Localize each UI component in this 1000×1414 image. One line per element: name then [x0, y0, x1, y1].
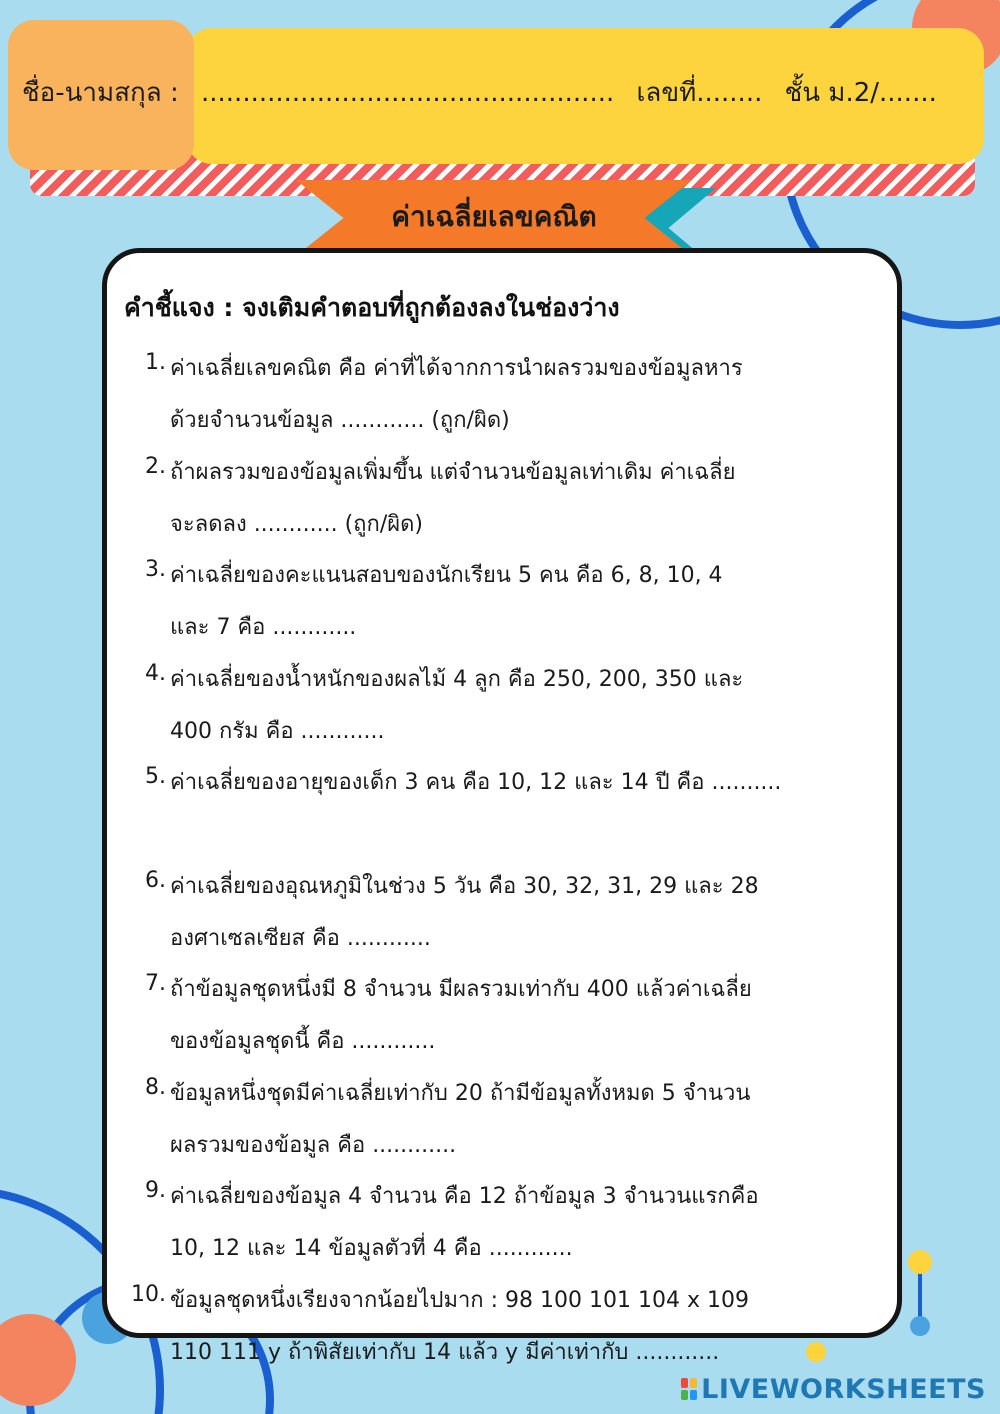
liveworksheets-logo — [681, 1372, 986, 1406]
question-text[interactable]: ค่าเฉลี่ยของอุณหภูมิในช่วง 5 วัน คือ 30, 32, 31, 29 และ 28 — [170, 873, 759, 899]
question-number: 3. — [145, 557, 166, 582]
question-number: 5. — [145, 764, 166, 789]
question-number: 6. — [145, 867, 166, 893]
question-text[interactable]: ข้อมูลหนึ่งชุดมีค่าเฉลี่ยเท่ากับ 20 ถ้ามีข้อมูลทั้งหมด 5 จำนวน — [170, 1080, 751, 1106]
instruction: คำชี้แจง : จงเติมคำตอบที่ถูกต้องลงในช่องว่าง — [124, 293, 620, 322]
decor-stick-bottom — [910, 1316, 930, 1336]
question-text-continued[interactable]: ของข้อมูลชุดนี้ คือ ............ — [170, 1029, 436, 1054]
question-text-continued[interactable]: และ 7 คือ ............ — [170, 615, 357, 640]
question-text[interactable]: ค่าเฉลี่ยของคะแนนสอบของนักเรียน 5 คน คือ 6, 8, 10, 4 — [170, 563, 723, 588]
question-number: 4. — [145, 660, 166, 686]
decor-dot-bottom-left — [0, 1314, 76, 1406]
question-text[interactable]: ข้อมูลชุดหนึ่งเรียงจากน้อยไปมาก : 98 100 101 104 x 109 — [170, 1287, 749, 1313]
question-text-continued[interactable]: จะลดลง ............ (ถูก/ผิด) — [170, 511, 423, 537]
question-text[interactable]: ค่าเฉลี่ยของอายุของเด็ก 3 คน คือ 10, 12 และ 14 ปี คือ .......... — [170, 770, 782, 795]
logo-mark-icon — [681, 1378, 697, 1400]
question-number: 9. — [145, 1178, 166, 1203]
name-blank[interactable]: .................................................. — [201, 78, 615, 108]
question-number: 10. — [131, 1281, 166, 1307]
question-number: 8. — [145, 1074, 166, 1100]
question-text[interactable]: ค่าเฉลี่ยเลขคณิต คือ ค่าที่ได้จากการนำผลรวมของข้อมูลหาร — [170, 356, 743, 381]
question-number: 7. — [145, 971, 166, 996]
question-text[interactable]: ค่าเฉลี่ยของข้อมูล 4 จำนวน คือ 12 ถ้าข้อมูล 3 จำนวนแรกคือ — [170, 1184, 759, 1209]
number-label[interactable]: เลขที่........ — [636, 78, 763, 108]
question-text-continued[interactable]: 400 กรัม คือ ............ — [170, 718, 385, 744]
question-number: 1. — [145, 350, 166, 375]
question-text-continued[interactable]: ด้วยจำนวนข้อมูล ............ (ถูก/ผิด) — [170, 408, 510, 433]
decor-small-dot — [806, 1342, 826, 1362]
question-text[interactable]: ถ้าผลรวมของข้อมูลเพิ่มขึ้น แต่จำนวนข้อมูลเท่าเดิม ค่าเฉลี่ย — [170, 459, 736, 485]
class-label[interactable]: ชั้น ม.2/....... — [784, 78, 937, 108]
question-text-continued[interactable]: องศาเซลเซียส คือ ............ — [170, 925, 431, 951]
name-label: ชื่อ-นามสกุล : — [22, 78, 179, 108]
question-text-continued[interactable]: 10, 12 และ 14 ข้อมูลตัวที่ 4 คือ ............ — [170, 1236, 573, 1261]
question-number: 2. — [145, 453, 166, 479]
decor-stick-top — [908, 1250, 932, 1274]
question-text[interactable]: ค่าเฉลี่ยของน้ำหนักของผลไม้ 4 ลูก คือ 250, 200, 350 และ — [170, 666, 744, 692]
name-row — [22, 72, 982, 113]
question-text-continued[interactable]: 110 111 y ถ้าพิสัยเท่ากับ 14 แล้ว y มีค่าเท่ากับ ............ — [170, 1339, 720, 1365]
brand-name: LIVEWORKSHEETS — [701, 1373, 986, 1405]
question-text[interactable]: ถ้าข้อมูลชุดหนึ่งมี 8 จำนวน มีผลรวมเท่ากับ 400 แล้วค่าเฉลี่ย — [170, 977, 752, 1002]
question-text-continued[interactable]: ผลรวมของข้อมูล คือ ............ — [170, 1132, 457, 1158]
page-title: ค่าเฉลี่ยเลขคณิต — [391, 200, 597, 233]
